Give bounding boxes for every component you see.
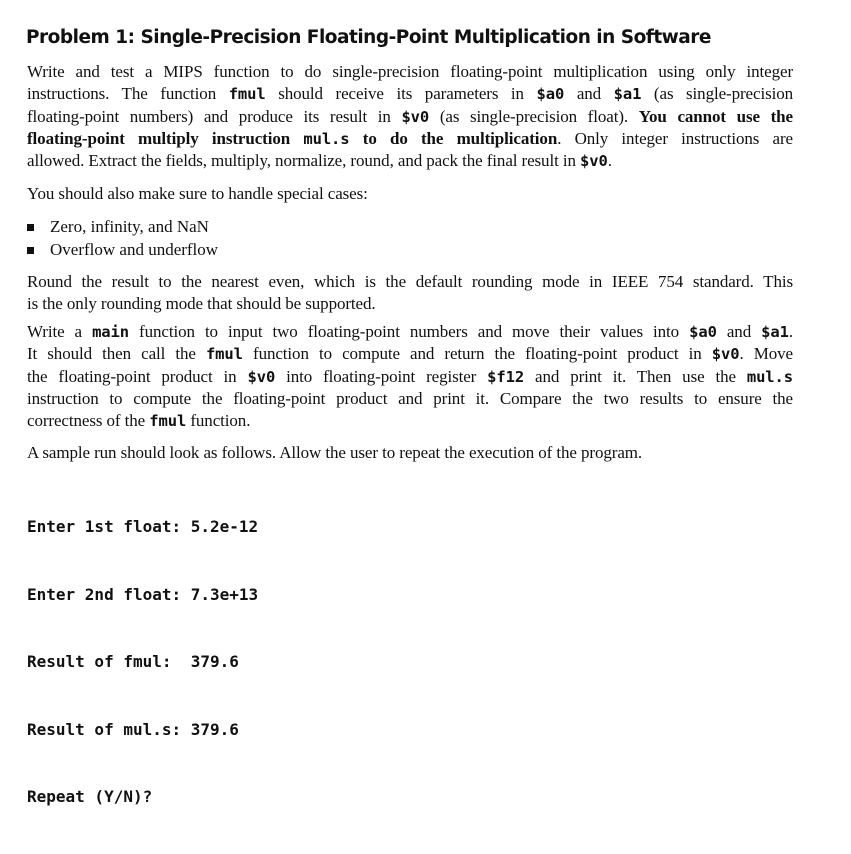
paragraph-main-function: [27, 321, 793, 432]
line: It should then call the fmul function to compute and return the floating-point product in $v0. Move: [27, 344, 793, 364]
line: Write and test a MIPS function to do single-precision floating-point multiplication using only integer: [27, 62, 793, 81]
line: instruction to compute the floating-point product and print it. Compare the two results to ensure the: [27, 388, 793, 408]
paragraph-intro: [27, 61, 793, 172]
line: allowed. Extract the fields, multiply, normalize, round, and pack the final result in $v0.: [27, 151, 612, 171]
problem-title: Problem 1: Single-Precision Floating-Point Multiplication in Software: [26, 27, 711, 48]
paragraph-special-cases: You should also make sure to handle special cases:: [27, 184, 368, 203]
console-line: Enter 2nd float: 7.3e+13: [27, 584, 259, 604]
line: the floating-point product in $v0 into floating-point register $f12 and print it. Then use the mul.s: [27, 366, 794, 386]
console-line: Repeat (Y/N)?: [27, 787, 153, 806]
bullet-item: Overflow and underflow: [27, 239, 218, 261]
line: Write a main function to input two floating-point numbers and move their values into $a0 and $a1.: [27, 322, 794, 341]
console-line: Result of mul.s: 379.6: [27, 719, 239, 739]
sample-run-output: [27, 471, 258, 854]
bullet-square-icon: [27, 247, 34, 254]
bullet-item: Zero, infinity, and NaN: [27, 216, 209, 238]
paragraph-sample-run-intro: A sample run should look as follows. Allow the user to repeat the execution of the program.: [27, 443, 643, 462]
bullet-square-icon: [27, 224, 34, 231]
line: instructions. The function fmul should receive its parameters in $a0 and $a1 (as single-precision: [27, 84, 794, 104]
console-line: Result of fmul: 379.6: [27, 652, 239, 671]
paragraph-rounding: Round the result to the nearest even, which is the default rounding mode in IEEE 754 standard. This is the only rounding mode that should be supported.: [27, 272, 793, 314]
line: floating-point numbers) and produce its result in $v0 (as single-precision float). You cannot use the: [27, 106, 793, 126]
console-line: Enter 1st float: 5.2e-12: [27, 517, 259, 536]
line: correctness of the fmul function.: [27, 411, 251, 431]
line: floating-point multiply instruction mul.s to do the multiplication. Only integer instructions are: [27, 128, 793, 148]
